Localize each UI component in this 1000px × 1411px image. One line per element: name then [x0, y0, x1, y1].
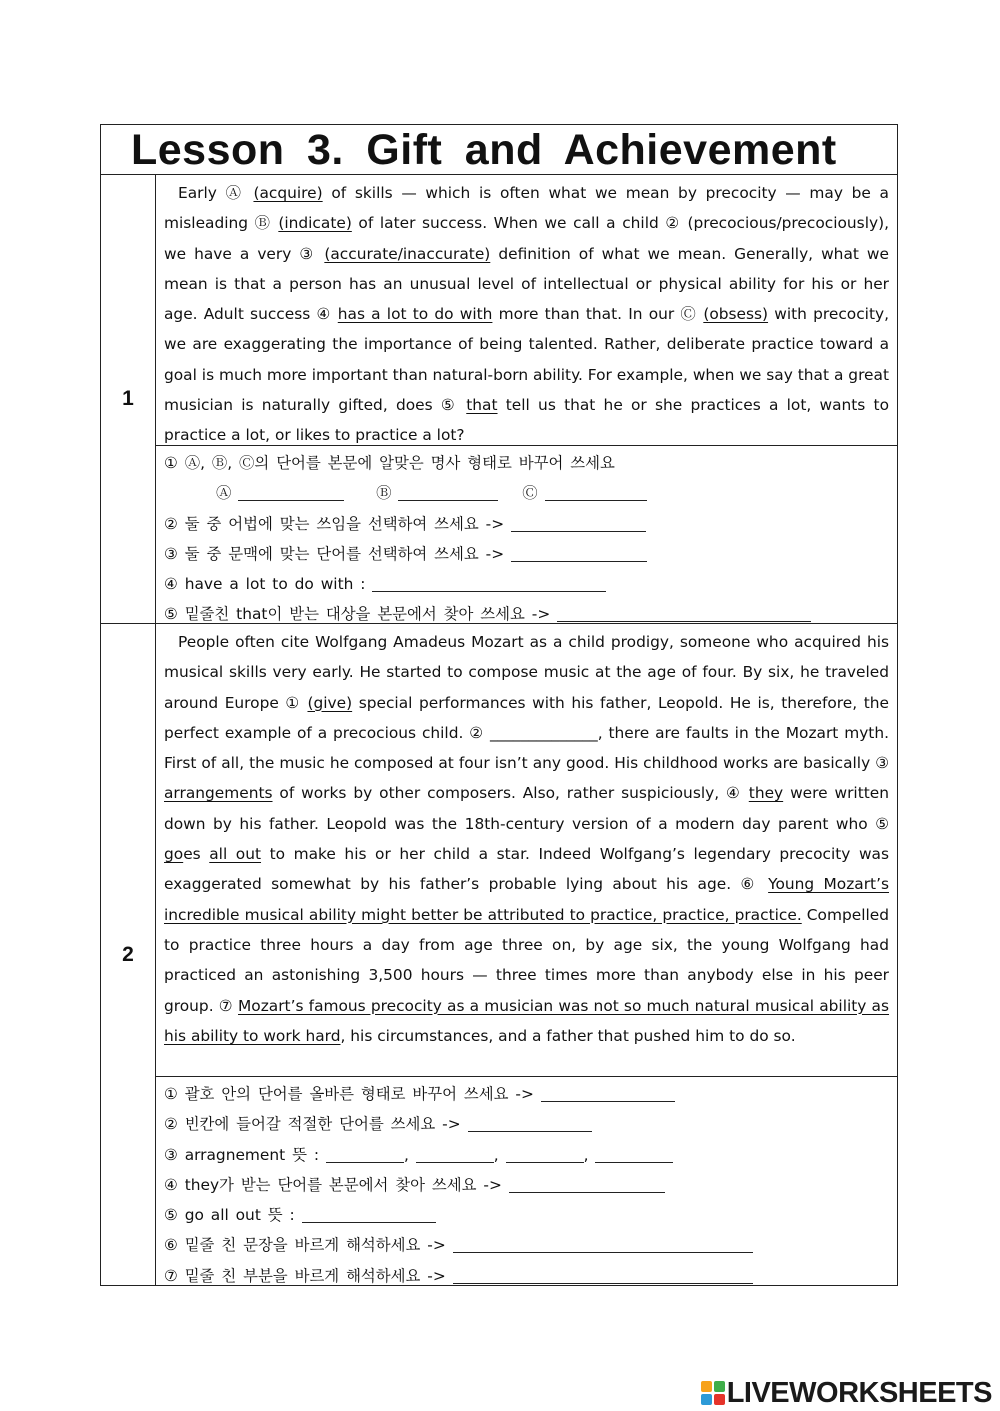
underlined-word: that: [466, 396, 498, 415]
logo-text: LIVEWORKSHEETS: [726, 1377, 992, 1409]
passage-text: of works by other composers. Also, rather suspiciously,: [272, 784, 727, 803]
marker-5: ⑤: [440, 396, 467, 415]
section-content: [156, 624, 897, 1285]
passage-text: more than that. In our: [492, 305, 681, 324]
marker-3: ③: [299, 244, 325, 263]
marker-6: ⑥: [740, 875, 769, 894]
marker-1: ①: [285, 693, 308, 712]
question-1: [164, 448, 889, 478]
question-5: [164, 1200, 889, 1230]
answer-blank[interactable]: [557, 605, 811, 622]
question-2: [164, 509, 889, 539]
question-1: [164, 1079, 889, 1109]
question-text: ⑥ 밑줄 친 문장을 바르게 해석하세요 ->: [164, 1236, 446, 1255]
question-6: [164, 1230, 889, 1260]
question-text: ③ arragnement 뜻 :: [164, 1145, 320, 1164]
section-2: [101, 624, 897, 1285]
underlined-word: (indicate): [278, 214, 352, 233]
passage-1: [156, 175, 897, 446]
choice-text: ② (precocious/precociously): [665, 214, 885, 233]
answer-blank[interactable]: [453, 1236, 753, 1253]
passage-text: , we have a very: [164, 214, 889, 263]
passage-text: with precocity, we are exaggerating the importance of being talented. Rather, deliberate practice toward a goal is much more important than natural-born ability. For example, when we say that a great musician is naturally gifted, does: [164, 305, 889, 415]
logo-blocks-icon: [701, 1381, 725, 1405]
underlined-word: they: [748, 784, 784, 803]
question-text: ② 둘 중 어법에 맞는 쓰임을 선택하여 쓰세요 ->: [164, 514, 505, 533]
answer-blank-c[interactable]: [545, 484, 647, 501]
answer-blank[interactable]: [302, 1206, 436, 1223]
question-text: ④ have a lot to do with :: [164, 575, 366, 594]
answer-blank[interactable]: [468, 1115, 592, 1132]
answer-blank[interactable]: [453, 1267, 753, 1284]
answer-blank[interactable]: [506, 1146, 584, 1163]
answer-blank[interactable]: [509, 1176, 665, 1193]
marker-4: ④: [726, 784, 749, 803]
section-number: 1: [101, 175, 156, 623]
section-content: [156, 175, 897, 623]
passage-text: tell us that he or she practices a lot, wants to practice a lot, or likes to practice a lot?: [164, 396, 889, 445]
passage-text: were written down by his father. Leopold was the 18th-century version of a modern day parent who: [164, 784, 889, 833]
marker-a: Ⓐ: [225, 184, 254, 202]
separator: ,: [583, 1145, 589, 1164]
question-7: [164, 1261, 889, 1291]
passage-text: es: [183, 845, 210, 864]
passage-text: to make his or her child a star. Indeed Wolfgang’s legendary precocity was exaggerated somewhat by his father’s probable lying about his age.: [164, 845, 889, 894]
passage-blank: ______________: [489, 723, 598, 742]
underlined-word: (acquire): [253, 184, 323, 202]
question-text: ⑦ 밑줄 친 부분을 바르게 해석하세요 ->: [164, 1266, 446, 1285]
questions-1: [156, 446, 897, 623]
question-text: ⑤ go all out 뜻 :: [164, 1206, 295, 1225]
answer-blank[interactable]: [511, 545, 647, 562]
question-text: ② 빈칸에 들어갈 적절한 단어를 쓰세요 ->: [164, 1115, 461, 1134]
answer-blank[interactable]: [326, 1146, 404, 1163]
answer-blank[interactable]: [372, 575, 606, 592]
worksheet-table: [100, 124, 898, 1286]
question-2: [164, 1109, 889, 1139]
answer-blank[interactable]: [511, 515, 646, 532]
question-3: [164, 539, 889, 569]
marker-7: ⑦: [218, 996, 239, 1015]
answer-blank-a[interactable]: [238, 484, 344, 501]
underlined-word: arrangements: [164, 784, 273, 803]
separator: ,: [403, 1145, 409, 1164]
marker-3: ③: [875, 754, 889, 773]
passage-text: Compelled to practice three hours a day from age three on, by age six, the young Wolfgang had practiced an astonishing 3,500 hours — three times more than anybody else in his peer group.: [164, 905, 889, 1015]
passage-text: Early: [178, 184, 226, 202]
underlined-phrase: all out: [209, 845, 262, 864]
title-row: [101, 125, 897, 175]
section-1: [101, 175, 897, 624]
marker-5: ⑤: [875, 814, 889, 833]
passage-2: [156, 624, 897, 1077]
question-1-blanks: [164, 478, 889, 508]
underlined-word: (obsess): [703, 305, 769, 324]
underlined-phrase: has a lot to do with: [337, 305, 493, 324]
underlined-word: (accurate/inaccurate): [324, 244, 491, 263]
page-title: Lesson 3. Gift and Achievement: [131, 126, 837, 174]
answer-blank[interactable]: [416, 1146, 494, 1163]
marker-b: Ⓑ: [376, 484, 392, 503]
marker-c: Ⓒ: [522, 484, 538, 503]
question-4: [164, 569, 889, 599]
liveworksheets-logo: [701, 1378, 992, 1408]
questions-2: [156, 1077, 897, 1285]
question-text: ③ 둘 중 문맥에 맞는 단어를 선택하여 쓰세요 ->: [164, 544, 505, 563]
passage-text: definition of what we mean. Generally, what we mean is that a person has an unusual level of intellectual or physical ability for his or her age. Adult success: [164, 244, 889, 324]
answer-blank[interactable]: [541, 1085, 675, 1102]
passage-text: of skills — which is often what we mean by precocity — may be a misleading: [164, 184, 889, 233]
passage-text: People often cite Wolfgang Amadeus Mozart as a child prodigy, someone who acquired his musical skills very early. He started to compose music at the age of four. By six, he traveled around Europe: [164, 633, 889, 712]
question-text: ① Ⓐ, Ⓑ, Ⓒ의 단어를 본문에 알맞은 명사 형태로 바꾸어 쓰세요: [164, 454, 615, 472]
marker-4: ④: [316, 305, 338, 324]
passage-text: , his circumstances, and a father that pushed him to do so.: [340, 1026, 796, 1045]
marker-b: Ⓑ: [254, 214, 279, 233]
passage-text: special performances with his father, Leopold. He is, therefore, the perfect example of a precocious child. ②: [164, 693, 889, 742]
answer-blank-b[interactable]: [398, 484, 498, 501]
passage-text: , there are faults in the Mozart myth. First of all, the music he composed at four isn’t any good. His childhood works are basically: [164, 723, 889, 773]
underlined-phrase: Mozart’s famous precocity as a musician was not so much natural musical ability as his ability to work hard: [164, 996, 890, 1045]
question-text: ⑤ 밑줄친 that이 받는 대상을 본문에서 찾아 쓰세요 ->: [164, 605, 551, 624]
separator: ,: [493, 1145, 499, 1164]
passage-text: of later success. When we call a child: [351, 214, 666, 233]
underlined-sentence: Young Mozart’s incredible musical ability might better be attributed to practice, practice, practice.: [164, 875, 889, 924]
section-number: 2: [101, 624, 156, 1285]
marker-c: Ⓒ: [680, 305, 704, 324]
underlined-word: go: [164, 845, 184, 864]
marker-a: Ⓐ: [216, 484, 232, 503]
question-text: ④ they가 받는 단어를 본문에서 찾아 쓰세요 ->: [164, 1175, 502, 1194]
answer-blank[interactable]: [595, 1146, 673, 1163]
question-3: [164, 1140, 889, 1170]
question-text: ① 괄호 안의 단어를 올바른 형태로 바꾸어 쓰세요 ->: [164, 1085, 534, 1103]
question-4: [164, 1170, 889, 1200]
underlined-word: (give): [307, 693, 353, 712]
